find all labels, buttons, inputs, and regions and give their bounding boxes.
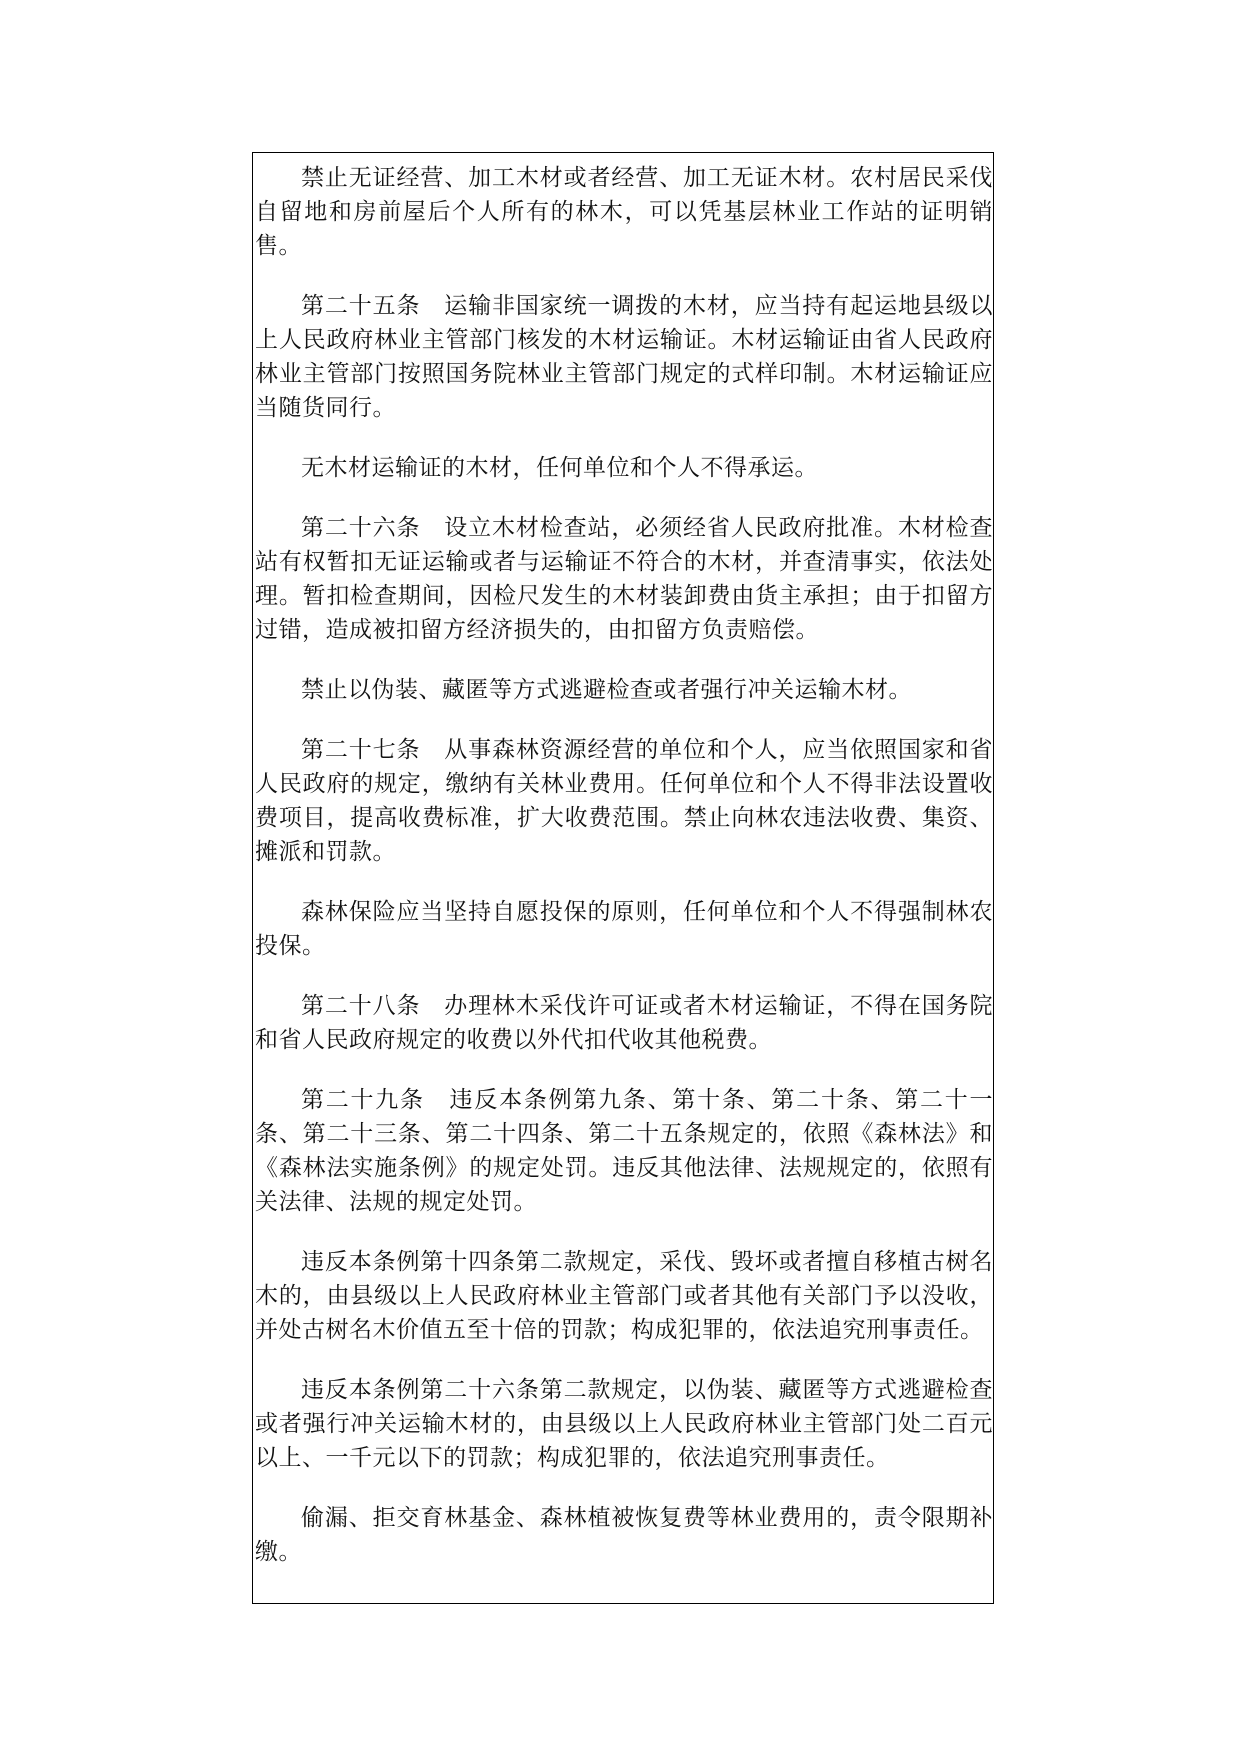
- paragraph-article-28: 第二十八条 办理林木采伐许可证或者木材运输证，不得在国务院和省人民政府规定的收费以外代扣代收其他税费。: [255, 993, 993, 1053]
- paragraph: 森林保险应当坚持自愿投保的原则，任何单位和个人不得强制林农投保。: [255, 899, 993, 959]
- paragraph-article-26: 第二十六条 设立木材检查站，必须经省人民政府批准。木材检查站有权暂扣无证运输或者与运输证不符合的木材，并查清事实，依法处理。暂扣检查期间，因检尺发生的木材装卸费由货主承担；由于扣留方过错，造成被扣留方经济损失的，由扣留方负责赔偿。: [255, 515, 993, 643]
- paragraph: 禁止无证经营、加工木材或者经营、加工无证木材。农村居民采伐自留地和房前屋后个人所有的林木，可以凭基层林业工作站的证明销售。: [255, 165, 993, 259]
- text-frame: [252, 152, 994, 1604]
- paragraph: 违反本条例第二十六条第二款规定，以伪装、藏匿等方式逃避检查或者强行冲关运输木材的，由县级以上人民政府林业主管部门处二百元以上、一千元以下的罚款；构成犯罪的，依法追究刑事责任。: [255, 1377, 993, 1471]
- paragraph-article-25: 第二十五条 运输非国家统一调拨的木材，应当持有起运地县级以上人民政府林业主管部门核发的木材运输证。木材运输证由省人民政府林业主管部门按照国务院林业主管部门规定的式样印制。木材运输证应当随货同行。: [255, 293, 993, 421]
- paragraph-article-27: 第二十七条 从事森林资源经营的单位和个人，应当依照国家和省人民政府的规定，缴纳有关林业费用。任何单位和个人不得非法设置收费项目，提高收费标准，扩大收费范围。禁止向林农违法收费、集资、摊派和罚款。: [255, 737, 993, 865]
- paragraph: 禁止以伪装、藏匿等方式逃避检查或者强行冲关运输木材。: [301, 677, 912, 703]
- paragraph: 违反本条例第十四条第二款规定，采伐、毁坏或者擅自移植古树名木的，由县级以上人民政府林业主管部门或者其他有关部门予以没收，并处古树名木价值五至十倍的罚款；构成犯罪的，依法追究刑事责任。: [255, 1249, 993, 1343]
- paragraph-article-29: 第二十九条 违反本条例第九条、第十条、第二十条、第二十一条、第二十三条、第二十四条、第二十五条规定的，依照《森林法》和《森林法实施条例》的规定处罚。违反其他法律、法规规定的，依照有关法律、法规的规定处罚。: [255, 1087, 993, 1215]
- paragraph: 偷漏、拒交育林基金、森林植被恢复费等林业费用的，责令限期补缴。: [255, 1505, 993, 1565]
- paragraph: 无木材运输证的木材，任何单位和个人不得承运。: [301, 455, 818, 481]
